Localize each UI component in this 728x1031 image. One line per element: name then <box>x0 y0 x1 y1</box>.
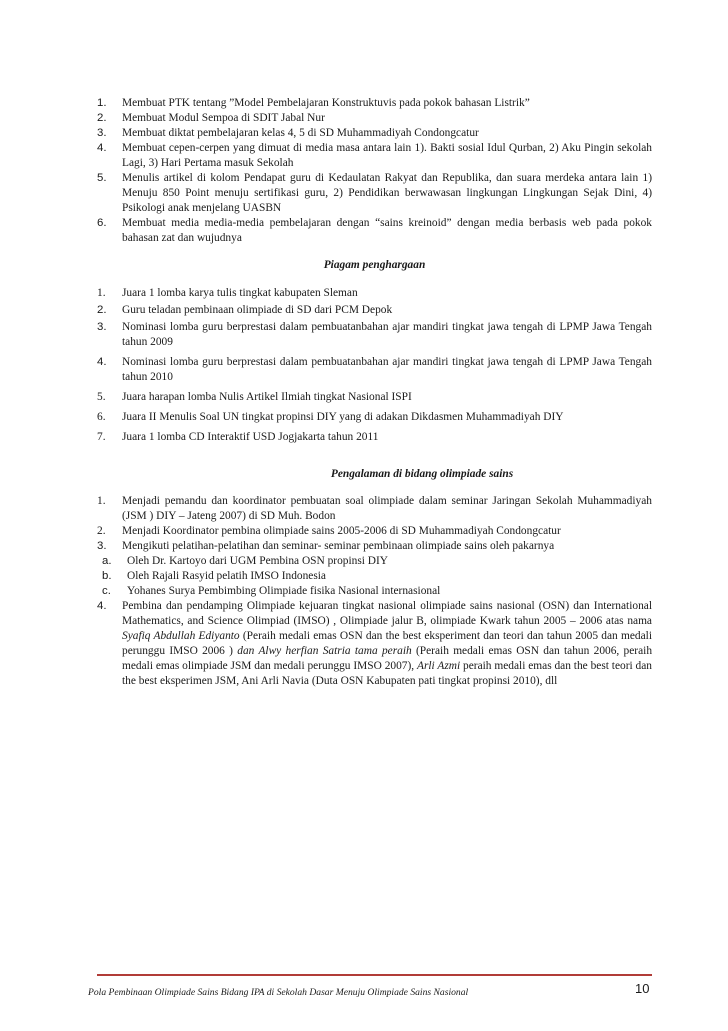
list-item-text: Menjadi pemandu dan koordinator pembuatan soal olimpiade dalam seminar Jaringan Sekolah Muhammadiyah (JSM ) DIY – Jateng 2007) di SD Muh. Bodon <box>122 495 652 522</box>
list-number: 3. <box>97 540 107 552</box>
sub-list-letter: a. <box>102 555 112 567</box>
list-item <box>97 494 652 524</box>
list-item <box>97 539 652 599</box>
list-number: 3. <box>97 127 107 139</box>
list-number: 6. <box>97 217 107 229</box>
list-item <box>97 320 652 350</box>
list-item <box>97 303 652 318</box>
list-item-text: Juara II Menulis Soal UN tingkat propinsi DIY yang di adakan Dikdasmen Muhammadiyah DIY <box>122 411 564 423</box>
sub-list-item-text: Oleh Rajali Rasyid pelatih IMSO Indonesia <box>127 570 326 582</box>
list-number: 2. <box>97 304 107 316</box>
section-heading-olympiad: Pengalaman di bidang olimpiade sains <box>330 468 514 480</box>
sub-list-item <box>97 584 652 599</box>
olympiad-list <box>97 494 652 689</box>
list-item-text: Juara harapan lomba Nulis Artikel Ilmiah tingkat Nasional ISPI <box>122 391 412 403</box>
list-number: 5. <box>97 172 107 184</box>
list-number: 1. <box>97 495 106 507</box>
page-content <box>97 96 652 689</box>
list-item-text: peraih medali emas dan the best teori dan the best eksperimen JSM, Ani Arli Navia (Duta OSN Kabupaten pati tingkat propinsi 2010), dll <box>122 660 652 687</box>
list-number: 1. <box>97 97 107 109</box>
list-item-text: (Peraih medali emas OSN dan tahun 2006, peraih medali emas olimpiade JSM dan medali perunggu IMSO 2007), <box>122 645 653 672</box>
list-item <box>97 390 652 405</box>
list-item-text: Nominasi lomba guru berprestasi dalam pembuatanbahan ajar mandiri tingkat jawa tengah di LPMP Jawa Tengah tahun 2009 <box>122 321 652 348</box>
list-item-text: Mengikuti pelatihan-pelatihan dan seminar- seminar pembinaan olimpiade sains oleh pakarnya <box>122 540 555 552</box>
list-item-text: Pembina dan pendamping Olimpiade kejuaran tingkat nasional olimpiade sains nasional (OSN) dan International Mathematics, and Science Olimpiad (IMSO) , Olimpiade jalur B, olimpiade Kwark tahun 2005 – 2006 atas nama <box>122 600 652 627</box>
list-item <box>97 171 652 216</box>
list-item <box>97 126 652 141</box>
list-item <box>97 111 652 126</box>
list-item <box>97 355 652 385</box>
student-name: dan Alwy herfian Satria tama peraih <box>237 645 412 657</box>
list-item-text: Membuat Modul Sempoa di SDIT Jabal Nur <box>122 112 325 124</box>
list-item <box>97 216 652 246</box>
list-number: 7. <box>97 431 106 443</box>
list-item-text: Membuat cepen-cerpen yang dimuat di media masa antara lain 1). Bakti sosial Idul Qurban, 2) Aku Pingin sekolah Lagi, 3) Hari Pertama masuk Sekolah <box>122 142 652 169</box>
awards-list <box>97 286 652 445</box>
list-number: 6. <box>97 411 106 423</box>
list-item <box>97 96 652 111</box>
list-item-text: (Peraih medali emas OSN dan the best eksperiment dan teori dan tahun 2005 dan medali perunggu IMSO 2006 ) <box>122 630 652 657</box>
list-item-text: Membuat media media-media pembelajaran dengan “sains kreinoid” dengan media berbasis web pada pokok bahasan zat dan wujudnya <box>122 217 652 244</box>
list-number: 5. <box>97 391 106 403</box>
list-item <box>97 430 652 445</box>
list-number: 4. <box>97 600 107 612</box>
footer-rule <box>97 974 652 976</box>
student-name: Syafiq Abdullah Ediyanto <box>122 630 240 642</box>
list-number: 2. <box>97 525 106 537</box>
sub-list <box>97 554 652 599</box>
section-heading-awards: Piagam penghargaan <box>323 259 426 271</box>
sub-list-item <box>97 569 652 584</box>
list-item-text: Juara 1 lomba CD Interaktif USD Jogjakarta tahun 2011 <box>122 431 379 443</box>
list-item-text: Menulis artikel di kolom Pendapat guru di Kedaulatan Rakyat dan Republika, dan suara merdeka antara lain 1) Menuju 850 Point menuju sertifikasi guru, 2) Pendidikan berwawasan lingkungan Lingkungan Sejak Dini, 4) Psikologi anak menjelang UASBN <box>122 172 652 214</box>
list-item <box>97 599 652 689</box>
student-name: Arli Azmi <box>417 660 461 672</box>
list-item-text: Nominasi lomba guru berprestasi dalam pembuatanbahan ajar mandiri tingkat jawa tengah di LPMP Jawa Tengah tahun 2010 <box>122 356 652 383</box>
list-number: 1. <box>97 287 106 299</box>
list-item-text: Juara 1 lomba karya tulis tingkat kabupaten Sleman <box>122 287 358 299</box>
list-number: 3. <box>97 321 107 333</box>
sub-list-item <box>97 554 652 569</box>
list-item <box>97 524 652 539</box>
footer-text: Pola Pembinaan Olimpiade Sains Bidang IPA di Sekolah Dasar Menuju Olimpiade Sains Nasional <box>88 987 469 998</box>
list-number: 2. <box>97 112 107 124</box>
sub-list-letter: b. <box>102 570 112 582</box>
list-item <box>97 141 652 171</box>
list-number: 4. <box>97 142 107 154</box>
works-list <box>97 96 652 246</box>
sub-list-letter: c. <box>102 585 111 597</box>
list-item-text: Guru teladan pembinaan olimpiade di SD dari PCM Depok <box>122 304 393 316</box>
list-item <box>97 286 652 301</box>
list-item-text: Menjadi Koordinator pembina olimpiade sains 2005-2006 di SD Muhammadiyah Condongcatur <box>122 525 561 537</box>
list-number: 4. <box>97 356 107 368</box>
list-item-text: Membuat diktat pembelajaran kelas 4, 5 di SD Muhammadiyah Condongcatur <box>122 127 479 139</box>
list-item <box>97 410 652 425</box>
page-number: 10 <box>635 981 650 996</box>
sub-list-item-text: Oleh Dr. Kartoyo dari UGM Pembina OSN propinsi DIY <box>127 555 389 567</box>
list-item-text: Membuat PTK tentang ”Model Pembelajaran Konstruktuvis pada pokok bahasan Listrik” <box>122 97 530 109</box>
sub-list-item-text: Yohanes Surya Pembimbing Olimpiade fisika Nasional internasional <box>127 585 441 597</box>
